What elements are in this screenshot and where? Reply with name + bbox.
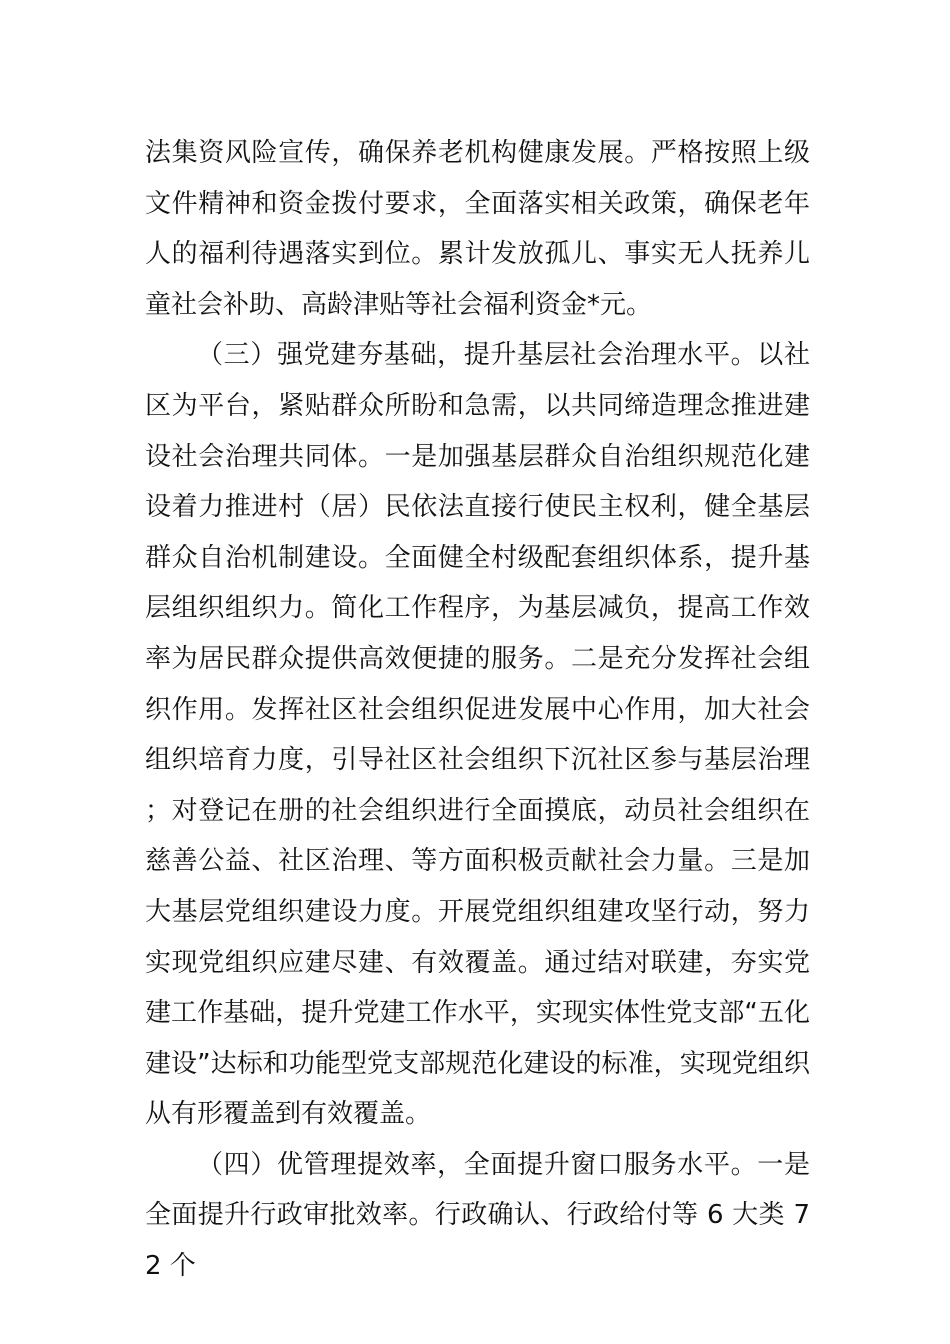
document-body (145, 128, 810, 1292)
paragraph-elderly-welfare: 法集资风险宣传，确保养老机构健康发展。严格按照上级文件精神和资金拨付要求，全面落实相关政策，确保老年人的福利待遇落实到位。累计发放孤儿、事实无人抚养儿童社会补助、高龄津贴等社会福利资金*元。 (145, 138, 810, 320)
paragraph-party-building: （三）强党建夯基础，提升基层社会治理水平。以社区为平台，紧贴群众所盼和急需，以共同缔造理念推进建设社会治理共同体。一是加强基层群众自治组织规范化建设着力推进村（居）民依法直接行使民主权利，健全基层群众自治机制建设。全面健全村级配套组织体系，提升基层组织组织力。简化工作程序，为基层减负，提高工作效率为居民群众提供高效便捷的服务。二是充分发挥社会组织作用。发挥社区社会组织促进发展中心作用，加大社会组织培育力度，引导社区社会组织下沉社区参与基层治理；对登记在册的社会组织进行全面摸底，动员社会组织在慈善公益、社区治理、等方面积极贡献社会力量。三是加大基层党组织建设力度。开展党组织组建攻坚行动，努力实现党组织应建尽建、有效覆盖。通过结对联建，夯实党建工作基础，提升党建工作水平，实现实体性党支部“五化建设”达标和功能型党支部规范化建设的标准，实现党组织从有形覆盖到有效覆盖。 (145, 340, 810, 1130)
paragraph-window-service: （四）优管理提效率，全面提升窗口服务水平。一是全面提升行政审批效率。行政确认、行政给付等 6 大类 72 个 (145, 1149, 810, 1282)
